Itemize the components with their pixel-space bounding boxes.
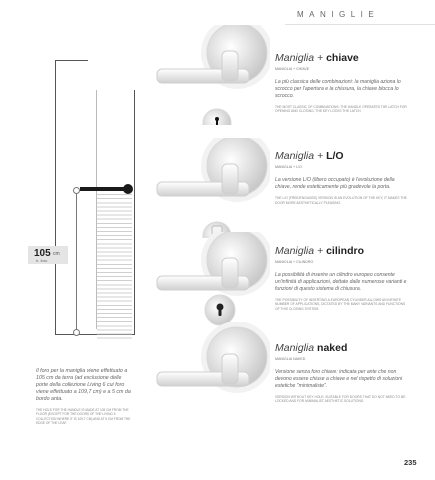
dimension-dot-bottom <box>73 329 80 336</box>
page-number: 235 <box>404 458 417 467</box>
dimension-caption: h. foro <box>36 258 48 263</box>
section-description-italian: Versione senza foro chiave: indicata per ante che non devono essere chiuse a chiave e nel rispetto di soluzioni estetiche "minimaliste". <box>275 369 403 389</box>
section-code: MANIGLIA + CILINDRO <box>275 260 314 264</box>
section-header <box>285 0 435 28</box>
handle-hole-dot <box>123 184 133 194</box>
section-description-english: THE MOST CLASSIC OF COMBINATIONS: THE HANDLE OPERATES THE LATCH FOR OPENING AND CLOSING, THE KEY LOCKS THE LATCH. <box>275 104 407 114</box>
dimension-value: 105 <box>34 248 51 259</box>
handle-photo-lo <box>152 138 270 238</box>
door-handle-mark <box>80 187 129 191</box>
section-handle-naked <box>275 342 410 404</box>
handle-photo-naked <box>152 322 270 422</box>
section-description-italian: La più classica delle combinazioni: la maniglia aziona lo scrocco per l'apertura e la chiusura, la chiave blocca lo scrocco. <box>275 79 401 99</box>
page-section-title: MANIGLIE <box>297 10 380 19</box>
section-handle-key <box>275 52 410 114</box>
section-code: MANIGLIA + L/O <box>275 165 302 169</box>
section-title <box>275 245 410 258</box>
section-handle-cylinder <box>275 245 410 312</box>
title-bold: naked <box>317 342 348 354</box>
section-title <box>275 52 410 65</box>
title-prefix: Maniglia + <box>275 245 327 257</box>
title-bold: cilindro <box>326 245 364 257</box>
dimension-dot-top <box>73 187 80 194</box>
title-bold: L/O <box>326 150 344 162</box>
dimension-unit: cm <box>53 251 60 257</box>
title-prefix: Maniglia <box>275 342 318 354</box>
title-prefix: Maniglia + <box>275 52 327 64</box>
section-title <box>275 150 410 163</box>
hole-note-italian: Il foro per la maniglia viene effettuato a 105 cm da terra (ad esclusione delle porte della collezione Living 6 cui foro viene effettuato a 109,7 cm) e a 5 cm da bordo anta. <box>36 368 131 402</box>
handle-photo-cylinder <box>152 232 270 332</box>
section-description-italian: La versione L/O (libero occupato) è l'evoluzione della chiave, rende esteticamente più gradevole la porta. <box>275 177 395 190</box>
dimension-line <box>76 190 77 332</box>
section-description-english: VERSION WITHOUT KEY HOLE: SUITABLE FOR DOORS THAT DO NOT NEED TO BE LOCKED AND FOR MINIMALIST AESTHETIC SOLUTIONS. <box>275 394 406 404</box>
section-title <box>275 342 410 355</box>
handle-photo-key <box>152 25 270 125</box>
section-description-italian: La possibilità di inserire un cilindro europeo consente un'infinità di applicazioni, dettate dalle numerose varianti e funzioni di questo sistema di chiusura. <box>275 272 407 292</box>
section-code: MANIGLIA + CHIAVE <box>275 67 310 71</box>
section-description-english: THE POSSIBILITY OF INSERTING A EUROPEAN CYLINDER ALLOWS AN INFINITE NUMBER OF APPLICATIONS, DICTATED BY THE MANY VARIANTS AND FUNCTIONS OF THIS CLOSING SYSTEM. <box>275 297 406 312</box>
title-bold: chiave <box>326 52 359 64</box>
title-prefix: Maniglia + <box>275 150 327 162</box>
hole-note-english: THE HOLE FOR THE HANDLE IS MADE AT 105 CM FROM THE FLOOR (EXCEPT FOR THE DOORS OF THE LIVING 6 COLLECTION WHERE IT IS 109.7 CM) AND AT 5 CM FROM THE EDGE OF THE LEAF. <box>36 408 131 425</box>
door-top-cutout <box>88 50 135 90</box>
section-handle-lo <box>275 150 410 205</box>
section-code: MANIGLIA NAKED <box>275 357 306 361</box>
section-description-english: THE L/O (FREE/ENGAGED) VERSION IS AN EVOLUTION OF THE KEY, IT MAKES THE DOOR MORE AESTHETICALLY PLEASING. <box>275 195 407 205</box>
door-panel-grooves <box>97 190 132 340</box>
header-divider <box>285 24 435 25</box>
